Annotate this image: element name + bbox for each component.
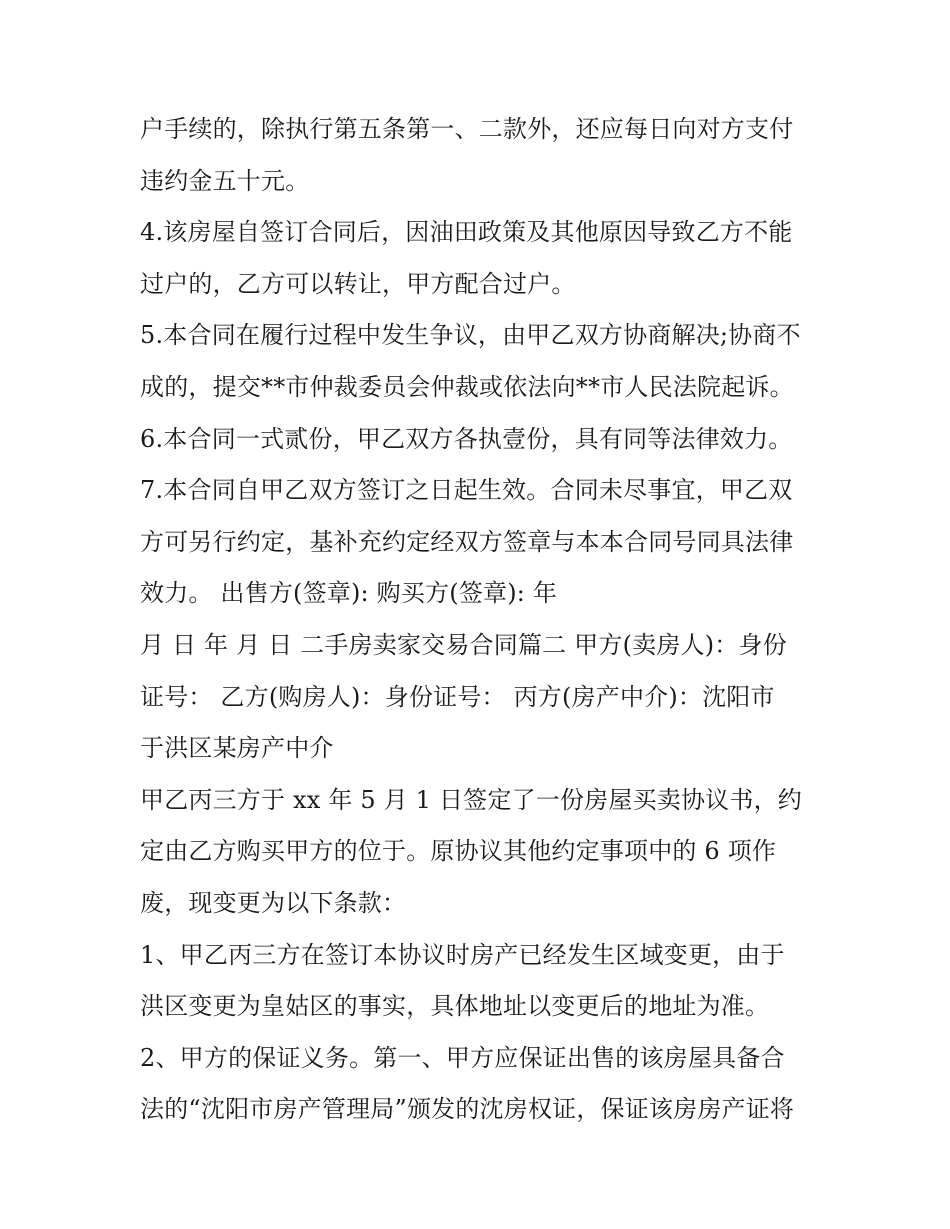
text-line: 2、甲方的保证义务。第一、甲方应保证出售的该房屋具备合 (140, 1043, 785, 1072)
text-line: 定由乙方购买甲方的位于。原协议其他约定事项中的 6 项作 (140, 837, 777, 866)
text-line: 7.本合同自甲乙双方签订之日起生效。合同未尽事宜，甲乙双 (140, 476, 793, 505)
text-line: 4.该房屋自签订合同后，因油田政策及其他原因导致乙方不能 (140, 218, 793, 247)
text-line: 月 日 年 月 日 二手房卖家交易合同篇二 甲方(卖房人)：身份 (140, 630, 787, 659)
text-line: 过户的，乙方可以转让，甲方配合过户。 (140, 269, 576, 298)
text-line: 于洪区某房产中介 (140, 734, 334, 763)
text-line: 1、甲乙丙三方在签订本协议时房产已经发生区域变更，由于 (140, 940, 785, 969)
text-line: 成的，提交**市仲裁委员会仲裁或依法向**市人民法院起诉。 (140, 372, 794, 401)
text-line: 废，现变更为以下条款： (140, 888, 407, 917)
text-line: 洪区变更为皇姑区的事实，具体地址以变更后的地址为准。 (140, 992, 770, 1021)
text-line: 甲乙丙三方于 xx 年 5 月 1 日签定了一份房屋买卖协议书，约 (140, 785, 802, 814)
text-line: 6.本合同一式贰份，甲乙双方各执壹份，具有同等法律效力。 (140, 424, 793, 453)
text-line: 5.本合同在履行过程中发生争议，由甲乙双方协商解决;协商不 (140, 321, 801, 350)
text-line: 法的“沈阳市房产管理局”颁发的沈房权证，保证该房房产证将 (140, 1095, 795, 1124)
text-line: 违约金五十元。 (140, 166, 310, 195)
text-line: 效力。 出售方(签章): 购买方(签章): 年 (140, 579, 558, 608)
text-line: 证号： 乙方(购房人)：身份证号： 丙方(房产中介)：沈阳市 (140, 682, 775, 711)
text-line: 户手续的，除执行第五条第一、二款外，还应每日向对方支付 (140, 115, 794, 143)
text-line: 方可另行约定，基补充约定经双方签章与本本合同号同具法律 (140, 527, 794, 556)
document-body (140, 104, 830, 1136)
